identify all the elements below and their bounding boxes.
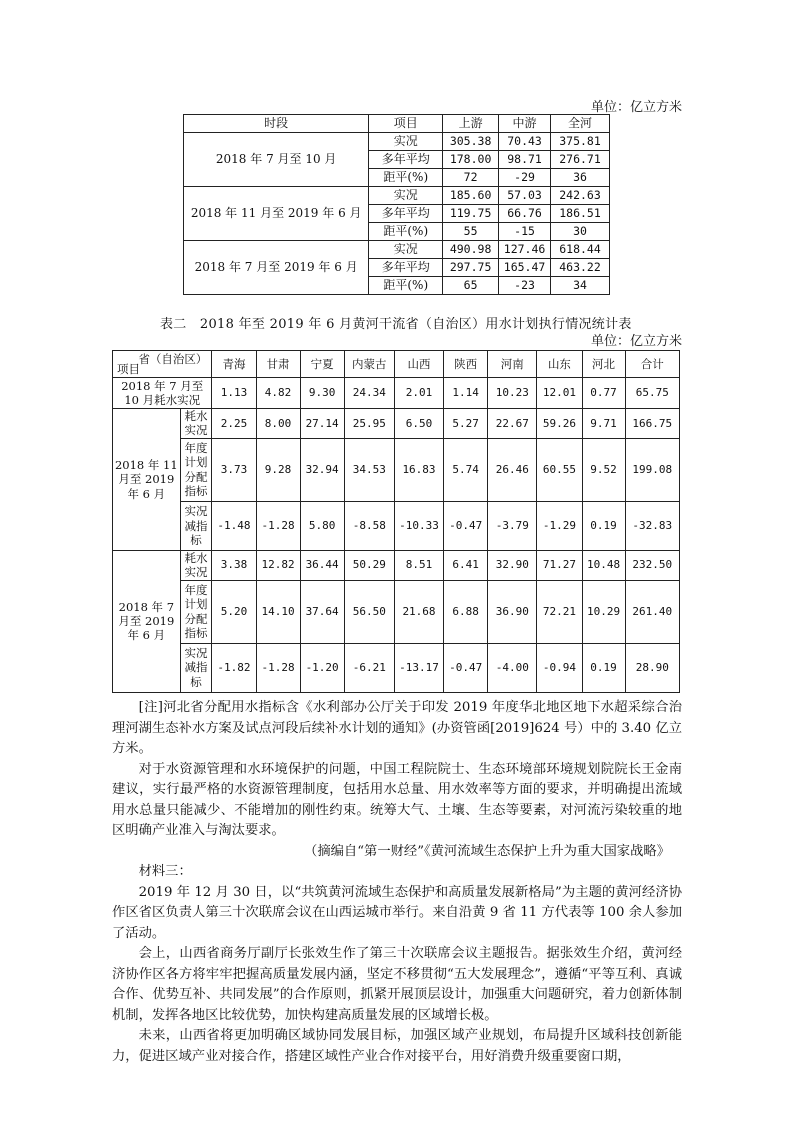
table1-item: 实况 <box>369 133 443 151</box>
table1-header: 项目 <box>369 115 443 133</box>
table2-header-row <box>113 351 680 378</box>
table1-value: 463.22 <box>551 259 610 277</box>
table2-value: 0.19 <box>582 643 625 692</box>
table2-row <box>113 643 680 692</box>
table2-value: 24.34 <box>344 378 394 409</box>
table2-value: -0.94 <box>537 643 582 692</box>
table1-period: 2018 年 7 月至 10 月 <box>184 133 369 187</box>
table1-row <box>184 187 610 205</box>
table1-header: 上游 <box>443 115 499 133</box>
table2-value: -4.00 <box>488 643 537 692</box>
table1-value: 119.75 <box>443 205 499 223</box>
province-header: 河北 <box>582 351 625 378</box>
item-label: 实况减指标 <box>180 643 212 692</box>
province-header: 河南 <box>488 351 537 378</box>
table2-value: 2.01 <box>394 378 443 409</box>
table2-value: 21.68 <box>394 580 443 643</box>
table2-value: 71.27 <box>537 550 582 580</box>
table2-value: 9.28 <box>256 438 300 501</box>
table1-item: 多年平均 <box>369 259 443 277</box>
table1-value: 57.03 <box>499 187 551 205</box>
table1-value: 34 <box>551 277 610 295</box>
table2-value: 5.80 <box>300 501 344 550</box>
table2-value: 1.14 <box>444 378 488 409</box>
table2-value: -3.79 <box>488 501 537 550</box>
table2-value: 60.55 <box>537 438 582 501</box>
province-header: 青海 <box>212 351 256 378</box>
text-body <box>112 698 682 1067</box>
table2-value: 8.00 <box>256 409 300 439</box>
table1-item: 实况 <box>369 187 443 205</box>
table2-value: 34.53 <box>344 438 394 501</box>
table2-value: -1.28 <box>256 501 300 550</box>
table1-value: -29 <box>499 169 551 187</box>
table2-value: 37.64 <box>300 580 344 643</box>
table2-value: 22.67 <box>488 409 537 439</box>
province-header: 陕西 <box>444 351 488 378</box>
table1-item: 距平(%) <box>369 169 443 187</box>
table2-value: 5.74 <box>444 438 488 501</box>
table1-value: 65 <box>443 277 499 295</box>
table2-caption: 表二 2018 年至 2019 年 6 月黄河干流省（自治区）用水计划执行情况统计表 <box>160 317 632 332</box>
item-label: 实况减指标 <box>180 501 212 550</box>
table-note: [注]河北省分配用水指标含《水利部办公厅关于印发 2019 年度华北地区地下水超采综合治理河湖生态补水方案及试点河段后续补水计划的通知》(办资管函[2019]624 号）中的 3.40 亿立方米。 <box>112 700 682 756</box>
table2-row <box>113 580 680 643</box>
table2-value: -1.29 <box>537 501 582 550</box>
table1-value: 186.51 <box>551 205 610 223</box>
water-use-table <box>112 350 680 693</box>
table2-value: 3.38 <box>212 550 256 580</box>
province-header: 内蒙古 <box>344 351 394 378</box>
table2-value: -0.47 <box>444 643 488 692</box>
table2-value: 9.71 <box>582 409 625 439</box>
table1-value: 127.46 <box>499 241 551 259</box>
table2-value: -1.20 <box>300 643 344 692</box>
table2-value: 199.08 <box>625 438 679 501</box>
table1-value: -15 <box>499 223 551 241</box>
table2-value: -0.47 <box>444 501 488 550</box>
paragraph-water-management: 对于水资源管理和水环境保护的问题，中国工程院院士、生态环境部环境规划院院长王金南建议，实行最严格的水资源管理制度，包括用水总量、用水效率等方面的要求，并明确提出流域用水总量只能减少、不能增加的刚性约束。统筹大气、土壤、生态等要素，对河流污染较重的地区明确产业准入与淘汰要求。 <box>112 761 682 838</box>
table2-value: -1.48 <box>212 501 256 550</box>
table2-value: -1.28 <box>256 643 300 692</box>
table2-value: 232.50 <box>625 550 679 580</box>
table1-value: 66.76 <box>499 205 551 223</box>
table2-value: 50.29 <box>344 550 394 580</box>
table1-value: -23 <box>499 277 551 295</box>
table2-value: 32.94 <box>300 438 344 501</box>
table1-value: 178.00 <box>443 151 499 169</box>
table2-value: 9.30 <box>300 378 344 409</box>
period-label: 2018 年 7 月至 2019 年 6 月 <box>113 550 181 692</box>
table2-value: 26.46 <box>488 438 537 501</box>
table2-value: 32.90 <box>488 550 537 580</box>
table2-value: 14.10 <box>256 580 300 643</box>
item-label: 耗水实况 <box>180 409 212 439</box>
table1-row <box>184 133 610 151</box>
table2-value: -8.58 <box>344 501 394 550</box>
table2-value: 36.44 <box>300 550 344 580</box>
corner-province-label: 省（自治区） <box>138 352 208 366</box>
table1-value: 618.44 <box>551 241 610 259</box>
table1-value: 72 <box>443 169 499 187</box>
table2-value: 12.01 <box>537 378 582 409</box>
table1-unit: 单位：亿立方米 <box>590 100 682 115</box>
table1-item: 实况 <box>369 241 443 259</box>
table1-item: 距平(%) <box>369 223 443 241</box>
table1-value: 490.98 <box>443 241 499 259</box>
table2-value: 0.19 <box>582 501 625 550</box>
province-header: 宁夏 <box>300 351 344 378</box>
paragraph-meeting: 2019 年 12 月 30 日，以“共筑黄河流域生态保护和高质量发展新格局”为主题的黄河经济协作区省区负责人第三十次联席会议在山西运城市举行。来自沿黄 9 省 11 方代表等 100 余人参加了活动。 <box>112 884 682 941</box>
table1-period: 2018 年 7 月至 2019 年 6 月 <box>184 241 369 295</box>
table2-value: 166.75 <box>625 409 679 439</box>
table1-value: 165.47 <box>499 259 551 277</box>
paragraph-future: 未来，山西省将更加明确区域协同发展目标，加强区域产业规划，布局提升区域科技创新能力，促进区域产业对接合作，搭建区域性产业合作对接平台，用好消费升级重要窗口期， <box>112 1028 682 1064</box>
table2-value: 65.75 <box>625 378 679 409</box>
table1-value: 276.71 <box>551 151 610 169</box>
table1-value: 185.60 <box>443 187 499 205</box>
table2-value: -6.21 <box>344 643 394 692</box>
table1-value: 30 <box>551 223 610 241</box>
table1-value: 297.75 <box>443 259 499 277</box>
material-three-heading: 材料三： <box>138 864 192 879</box>
table1-period: 2018 年 11 月至 2019 年 6 月 <box>184 187 369 241</box>
table2-value: 27.14 <box>300 409 344 439</box>
table1-value: 55 <box>443 223 499 241</box>
province-header: 山东 <box>537 351 582 378</box>
table2-value: 25.95 <box>344 409 394 439</box>
period-label: 2018 年 11 月至 2019 年 6 月 <box>113 409 181 551</box>
table2-value: -32.83 <box>625 501 679 550</box>
table1-value: 375.81 <box>551 133 610 151</box>
table1-value: 36 <box>551 169 610 187</box>
table2-value: 9.52 <box>582 438 625 501</box>
item-label: 年度计划分配指标 <box>180 438 212 501</box>
table2-value: 36.90 <box>488 580 537 643</box>
table1-value: 305.38 <box>443 133 499 151</box>
table2-value: 5.27 <box>444 409 488 439</box>
paragraph-report: 会上，山西省商务厅副厅长张效生作了第三十次联席会议主题报告。据张效生介绍，黄河经济协作区各方将牢牢把握高质量发展内涵，坚定不移贯彻“五大发展理念”，遵循“平等互利、真诚合作、优势互补、共同发展”的合作原则，抓紧开展顶层设计，加强重大问题研究，着力创新体制机制，发挥各地区比较优势，加快构建高质量发展的区域增长极。 <box>112 946 682 1023</box>
source-citation: （摘编自“第一财经”《黄河流域生态保护上升为重大国家战略》 <box>304 843 670 859</box>
table2-value: 56.50 <box>344 580 394 643</box>
table2-value: 6.50 <box>394 409 443 439</box>
table2-value: 4.82 <box>256 378 300 409</box>
table2-row <box>113 501 680 550</box>
table2-value: 28.90 <box>625 643 679 692</box>
table1-row <box>184 241 610 259</box>
table2-row <box>113 409 680 439</box>
item-label: 年度计划分配指标 <box>180 580 212 643</box>
table2-value: 8.51 <box>394 550 443 580</box>
province-header: 合计 <box>625 351 679 378</box>
table1-value: 98.71 <box>499 151 551 169</box>
table2-row <box>113 438 680 501</box>
province-header: 甘肃 <box>256 351 300 378</box>
table1-header: 中游 <box>499 115 551 133</box>
table2-corner-header <box>113 351 212 378</box>
table1-value: 242.63 <box>551 187 610 205</box>
item-label: 耗水实况 <box>180 550 212 580</box>
table1-header-row <box>184 115 610 133</box>
table1-item: 多年平均 <box>369 151 443 169</box>
table2-value: 72.21 <box>537 580 582 643</box>
table2-value: 0.77 <box>582 378 625 409</box>
table1-header: 全河 <box>551 115 610 133</box>
table1-header: 时段 <box>184 115 369 133</box>
runoff-table <box>183 114 610 295</box>
row-label: 2018 年 7 月至 10 月耗水实况 <box>113 378 212 409</box>
table2-value: 10.48 <box>582 550 625 580</box>
province-header: 山西 <box>394 351 443 378</box>
table2-value: 2.25 <box>212 409 256 439</box>
corner-item-label: 项目 <box>117 361 140 376</box>
table2-row <box>113 378 680 409</box>
table2-value: 1.13 <box>212 378 256 409</box>
table2-value: 6.88 <box>444 580 488 643</box>
table2-value: -10.33 <box>394 501 443 550</box>
table2-value: 10.29 <box>582 580 625 643</box>
table2-value: 16.83 <box>394 438 443 501</box>
table2-row <box>113 550 680 580</box>
table2-unit: 单位：亿立方米 <box>590 334 682 349</box>
table2-value: -1.82 <box>212 643 256 692</box>
table2-value: 59.26 <box>537 409 582 439</box>
table2-value: -13.17 <box>394 643 443 692</box>
table1-item: 距平(%) <box>369 277 443 295</box>
table2-value: 261.40 <box>625 580 679 643</box>
table2-value: 5.20 <box>212 580 256 643</box>
table2-value: 6.41 <box>444 550 488 580</box>
table2-value: 10.23 <box>488 378 537 409</box>
table1-value: 70.43 <box>499 133 551 151</box>
table2-value: 3.73 <box>212 438 256 501</box>
table1-item: 多年平均 <box>369 205 443 223</box>
table2-value: 12.82 <box>256 550 300 580</box>
